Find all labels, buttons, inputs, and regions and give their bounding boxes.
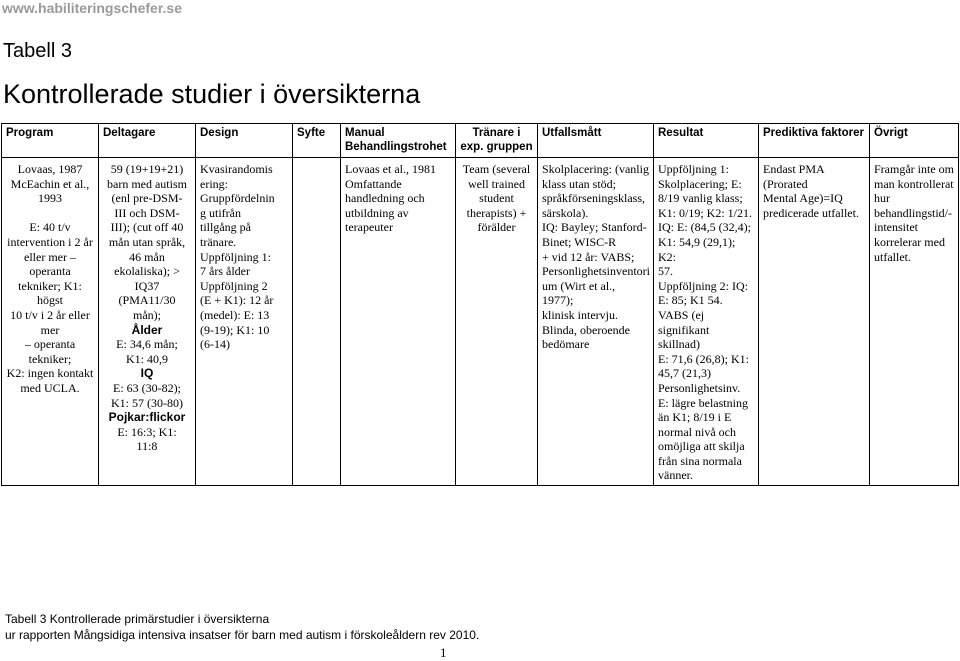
header-manual: Manual Behandlingstrohet: [341, 124, 456, 158]
header-syfte: Syfte: [293, 124, 341, 158]
cell-line: Personlighetsinventori: [542, 264, 650, 279]
cell-line: Gruppfördelnin: [200, 191, 275, 206]
cell-line: K1: 40,9: [126, 351, 168, 366]
cell-line: E: 16:3; K1:: [117, 424, 177, 439]
cell-line: 59 (19+19+21): [110, 162, 184, 176]
cell-line: IQ: [140, 366, 154, 381]
cell-line: (6-14): [200, 337, 230, 352]
cell-resultat: [654, 158, 759, 486]
cell-line: Skolplacering: (vanlig: [542, 162, 649, 176]
cell-line: språkförseningsklass,: [542, 191, 645, 206]
cell-line: mån utan språk,: [108, 234, 186, 249]
cell-line: än K1; 8/19 i E: [658, 410, 732, 425]
footer-source: ur rapporten Mångsidiga intensiva insatser för barn med autism i förskoleåldern rev 2010.: [5, 628, 480, 642]
cell-utfallsmatt: [538, 158, 654, 486]
cell-line: vänner.: [658, 468, 693, 483]
cell-line: Binet; WISC-R: [542, 234, 617, 249]
cell-line: mån);: [133, 307, 161, 322]
cell-line: K2: ingen kontakt: [6, 366, 94, 381]
cell-ovrigt: [870, 158, 959, 486]
cell-line: 1993: [38, 191, 62, 206]
cell-line: IQ: E: (84,5 (32,4);: [658, 220, 751, 235]
cell-line: (medel): E: 13: [200, 307, 270, 322]
cell-line: E: 71,6 (26,8); K1:: [658, 351, 749, 366]
cell-line: klinisk intervju.: [542, 307, 618, 322]
cell-line: hur: [874, 191, 890, 206]
cell-line: barn med autism: [107, 176, 187, 191]
cell-tranare: [456, 158, 538, 486]
cell-line: omöjliga att skilja: [658, 439, 745, 454]
cell-line: 45,7 (21,3): [658, 366, 711, 381]
cell-line: Uppföljning 1:: [658, 162, 729, 176]
cell-line: tillgång på: [200, 220, 251, 235]
cell-line: förälder: [477, 220, 516, 235]
cell-syfte: [293, 158, 341, 486]
cell-line: ering:: [200, 176, 228, 191]
cell-line: från sina normala: [658, 453, 742, 468]
cell-line: E: 63 (30-82);: [113, 380, 181, 395]
cell-line: E: lägre belastning: [658, 395, 748, 410]
cell-line: (9-19); K1: 10: [200, 322, 270, 337]
cell-line: K1: 0/19; K2: 1/21.: [658, 205, 753, 220]
cell-line: bedömare: [542, 337, 590, 352]
cell-line: IQ37: [134, 278, 160, 293]
header-deltagare: Deltagare: [99, 124, 196, 158]
header-tranare: Tränare i exp. gruppen: [456, 124, 538, 158]
cell-line: Uppföljning 2: [200, 278, 268, 293]
cell-line: Mental Age)=IQ: [763, 191, 843, 206]
cell-line: + vid 12 år: VABS;: [542, 249, 635, 264]
cell-line: IQ: Bayley; Stanford-: [542, 220, 647, 235]
page-number: 1: [440, 645, 447, 660]
cell-line: signifikant skillnad): [658, 322, 710, 352]
cell-line: Ålder: [131, 322, 163, 337]
cell-line: predicerade utfallet.: [763, 205, 859, 220]
cell-line: särskola).: [542, 205, 589, 220]
cell-line: (PMA11/30: [118, 293, 176, 308]
cell-line: E: 40 t/v: [29, 220, 71, 235]
cell-line: eller mer – operanta: [24, 249, 76, 279]
cell-line: Lovaas, 1987: [17, 162, 83, 176]
cell-line: g utifrån: [200, 205, 241, 220]
table-label: Tabell 3: [3, 40, 72, 62]
cell-line: 10 t/v i 2 år eller mer: [10, 307, 90, 337]
cell-line: utfallet.: [874, 249, 911, 264]
cell-line: Framgår inte om: [874, 162, 954, 176]
cell-line: well trained: [468, 176, 525, 191]
cell-line: student: [479, 191, 514, 206]
cell-prediktiva: [759, 158, 870, 486]
cell-line: Blinda, oberoende: [542, 322, 630, 337]
page-title: Kontrollerade studier i översikterna: [3, 79, 421, 109]
cell-line: K1: 54,9 (29,1); K2:: [658, 234, 736, 264]
cell-line: korrelerar med: [874, 234, 945, 249]
header-resultat: Resultat: [654, 124, 759, 158]
cell-line: terapeuter: [345, 220, 393, 235]
cell-manual: [341, 158, 456, 486]
cell-line: [6, 206, 94, 221]
cell-line: handledning och: [345, 191, 425, 206]
cell-line: Personlighetsinv.: [658, 380, 741, 395]
cell-line: Lovaas et al., 1981: [345, 162, 436, 176]
header-program: Program: [2, 124, 99, 158]
cell-line: Omfattande: [345, 176, 402, 191]
cell-line: intervention i 2 år: [7, 234, 93, 249]
cell-program: [2, 158, 99, 486]
cell-line: 57.: [658, 264, 673, 279]
cell-line: III); (cut off 40: [110, 220, 184, 235]
site-url: www.habiliteringschefer.se: [2, 0, 182, 16]
cell-line: tekniker; K1: högst: [18, 278, 82, 308]
cell-line: tränare.: [200, 234, 237, 249]
cell-line: 11:8: [136, 439, 158, 454]
table-header-row: [2, 124, 959, 158]
cell-line: E: 85; K1 54.: [658, 293, 723, 308]
cell-line: (enl pre-DSM-: [111, 191, 183, 206]
cell-line: Uppföljning 1:: [200, 249, 271, 264]
cell-line: McEachin et al.,: [10, 176, 90, 191]
table-row: [2, 158, 959, 486]
cell-line: 7 års ålder: [200, 264, 250, 279]
cell-line: Endast PMA (Prorated: [763, 162, 825, 191]
cell-line: Uppföljning 2: IQ:: [658, 278, 748, 293]
header-ovrigt: Övrigt: [870, 124, 959, 158]
cell-line: Pojkar:flickor: [108, 410, 186, 425]
cell-line: intensitet: [874, 220, 918, 235]
cell-line: med UCLA.: [20, 380, 80, 395]
cell-line: normal nivå och: [658, 424, 736, 439]
cell-line: K1: 57 (30-80): [111, 395, 183, 410]
cell-design: [196, 158, 293, 486]
cell-line: E: 34,6 mån;: [116, 337, 178, 352]
cell-line: Kvasirandomis: [200, 162, 273, 176]
cell-line: III och DSM-: [114, 205, 180, 220]
footer-caption: Tabell 3 Kontrollerade primärstudier i översikterna: [5, 612, 270, 626]
cell-line: – operanta tekniker;: [24, 337, 76, 366]
cell-line: behandlingstid/-: [874, 205, 952, 220]
cell-line: 8/19 vanlig klass;: [658, 191, 743, 206]
studies-table: [1, 123, 959, 486]
header-prediktiva: Prediktiva faktorer: [759, 124, 870, 158]
cell-line: VABS (ej: [658, 307, 705, 322]
cell-line: klass utan stöd;: [542, 176, 616, 191]
cell-line: (E + K1): 12 år: [200, 293, 274, 308]
header-design: Design: [196, 124, 293, 158]
cell-line: therapists) +: [466, 205, 527, 220]
cell-line: ekolaliska); >: [114, 264, 180, 279]
cell-line: utbildning av: [345, 205, 409, 220]
cell-line: man kontrollerat: [874, 176, 954, 191]
cell-line: Skolplacering; E:: [658, 176, 742, 191]
cell-line: um (Wirt et al., 1977);: [542, 278, 616, 308]
header-utfallsmatt: Utfallsmått: [538, 124, 654, 158]
cell-line: Team (several: [462, 162, 531, 176]
cell-deltagare: [99, 158, 196, 486]
cell-line: 46 mån: [129, 249, 165, 264]
